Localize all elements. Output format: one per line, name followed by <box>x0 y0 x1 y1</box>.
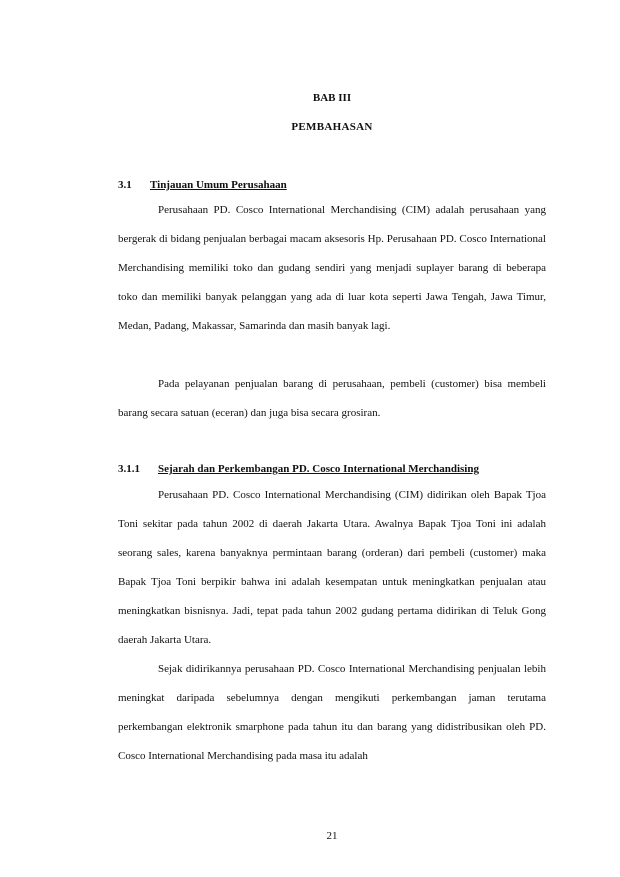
chapter-number: BAB III <box>312 92 352 104</box>
chapter-title: PEMBAHASAN <box>291 121 373 133</box>
section-heading-3-1 <box>118 179 287 191</box>
section-number: 3.1 <box>118 179 132 191</box>
paragraph: Pada pelayanan penjualan barang di perusahaan, pembeli (customer) bisa membeli barang secara satuan (eceran) dan juga bisa secara grosiran. <box>118 378 546 419</box>
section-heading-3-1-1 <box>118 463 479 475</box>
paragraph: Sejak didirikannya perusahaan PD. Cosco International Merchandising penjualan lebih meningkat daripada sebelumnya dengan mengikuti perkembangan jaman terutama perkembangan elektronik smarphone pada tahun itu dan barang yang didistribusikan oleh PD. Cosco International Merchandising pada masa itu adalah <box>118 663 546 762</box>
section-title: Sejarah dan Perkembangan PD. Cosco International Merchandising <box>158 463 479 475</box>
section-number: 3.1.1 <box>118 463 140 475</box>
paragraph: Perusahaan PD. Cosco International Merchandising (CIM) adalah perusahaan yang bergerak di bidang penjualan berbagai macam aksesoris Hp. Perusahaan PD. Cosco International Merchandising memiliki toko dan gudang sendiri yang menjadi suplayer barang di beberapa toko dan memiliki banyak pelanggan yang ada di luar kota seperti Jawa Tengah, Jawa Timur, Medan, Padang, Makassar, Samarinda dan masih banyak lagi. <box>118 204 546 332</box>
section-title: Tinjauan Umum Perusahaan <box>150 179 287 191</box>
paragraph: Perusahaan PD. Cosco International Merchandising (CIM) didirikan oleh Bapak Tjoa Toni sekitar pada tahun 2002 di daerah Jakarta Utara. Awalnya Bapak Tjoa Toni ini adalah seorang sales, karena banyaknya permintaan barang (orderan) dari pembeli (customer) maka Bapak Tjoa Toni berpikir bahwa ini adalah kesempatan untuk meningkatkan penjualan atau meningkatkan bisnisnya. Jadi, tepat pada tahun 2002 gudang pertama didirikan di Teluk Gong daerah Jakarta Utara. <box>118 489 546 646</box>
page-number: 21 <box>326 830 338 842</box>
